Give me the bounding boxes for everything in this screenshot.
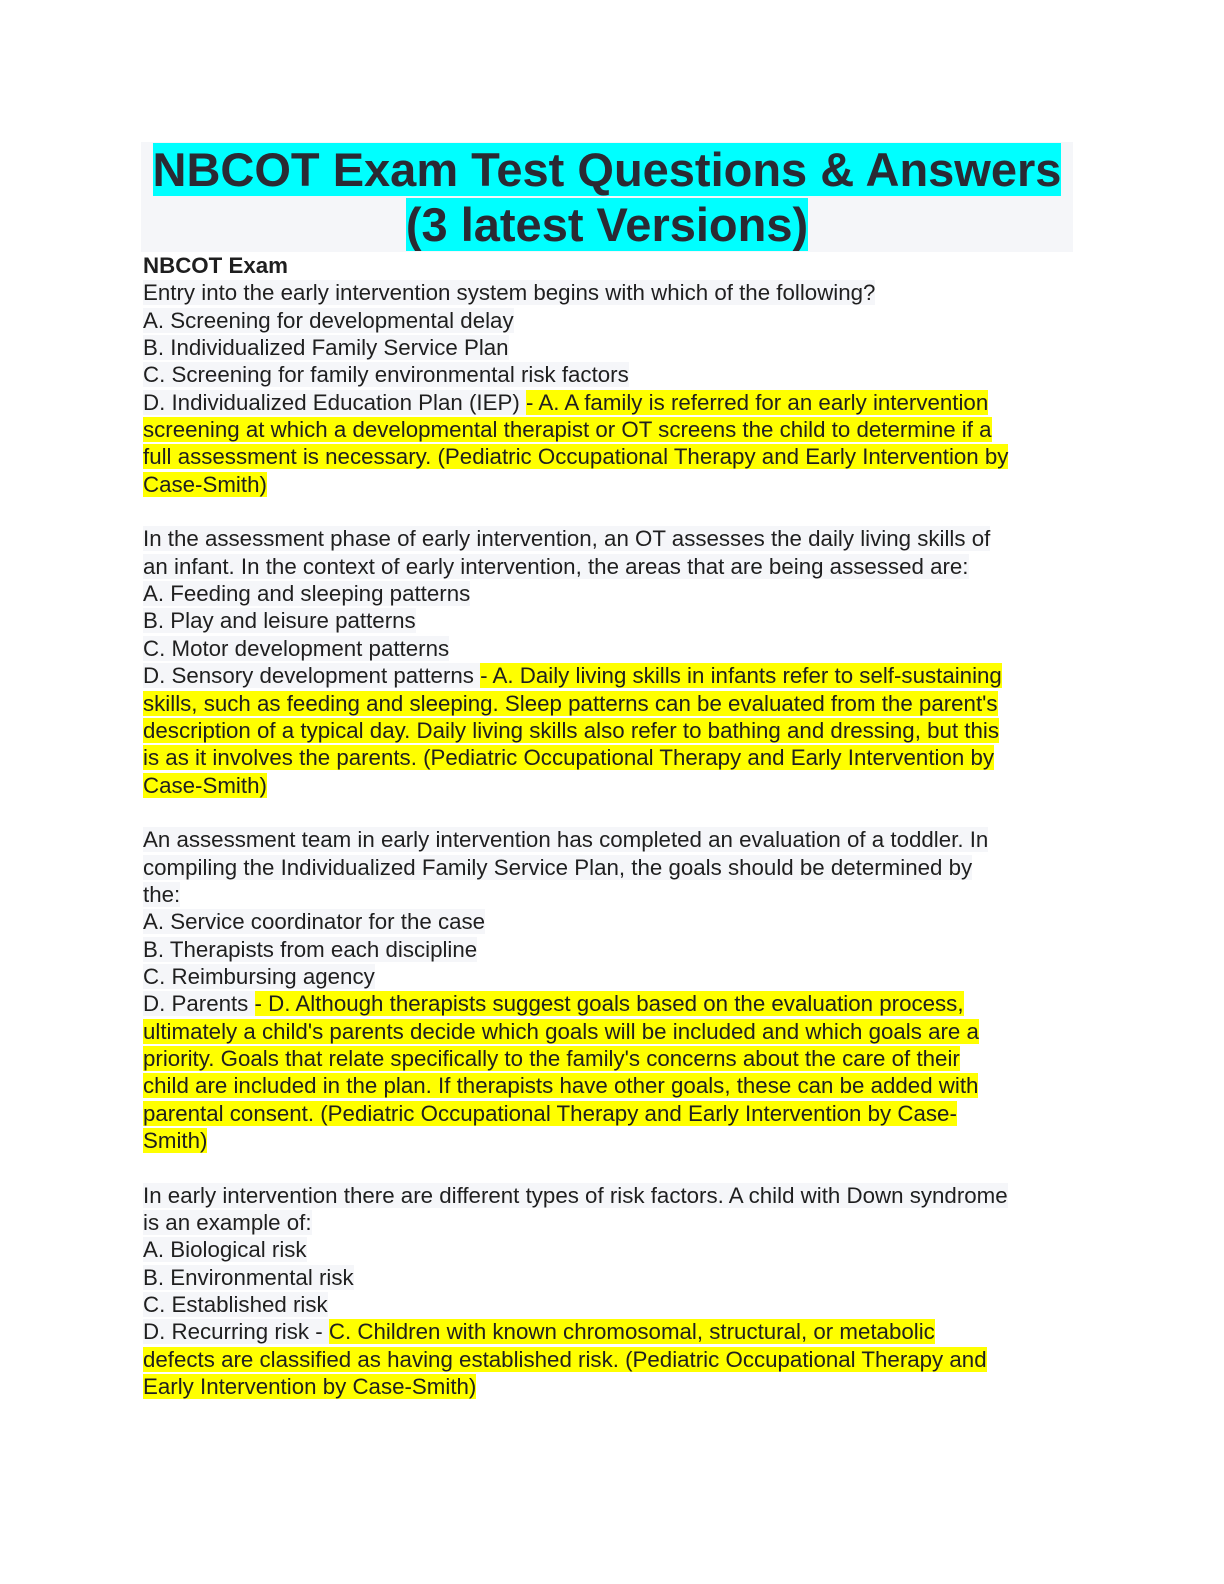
text-line	[143, 908, 1083, 935]
title-line-2: (3 latest Versions)	[405, 198, 809, 251]
highlighted-answer: - D. Although therapists suggest goals based on the evaluation process,	[254, 991, 964, 1017]
text-line	[143, 1373, 1083, 1400]
question-block	[143, 1182, 1083, 1401]
text-line	[143, 717, 1083, 744]
question-text: C. Screening for family environmental risk factors	[143, 362, 629, 388]
question-text: D. Recurring risk -	[143, 1319, 329, 1345]
question-text: A. Biological risk	[143, 1237, 307, 1263]
document-body	[143, 252, 1083, 1400]
question-text: D. Individualized Education Plan (IEP)	[143, 389, 526, 415]
highlighted-answer: Case-Smith)	[143, 772, 267, 798]
question-text: D. Sensory development patterns	[143, 663, 481, 689]
question-text: A. Feeding and sleeping patterns	[143, 581, 471, 607]
highlighted-answer: - A. A family is referred for an early intervention	[525, 389, 989, 415]
title-line-1: NBCOT Exam Test Questions & Answers	[152, 143, 1062, 196]
highlighted-answer: priority. Goals that relate specifically to the family's concerns about the care of their	[143, 1045, 960, 1071]
text-line	[143, 279, 1083, 306]
text-line	[143, 389, 1083, 416]
text-line	[143, 772, 1083, 799]
text-line	[143, 607, 1083, 634]
text-line	[143, 1209, 1083, 1236]
paragraph-gap	[143, 498, 1083, 525]
question-text: In early intervention there are different types of risk factors. A child with Down syndrome	[143, 1182, 1008, 1208]
text-line	[143, 1018, 1083, 1045]
highlighted-answer: Smith)	[143, 1128, 208, 1153]
text-line	[143, 690, 1083, 717]
highlighted-answer: Case-Smith)	[143, 471, 267, 497]
paragraph-gap	[143, 1154, 1083, 1181]
highlighted-answer: Early Intervention by Case-Smith)	[143, 1374, 477, 1400]
document-title	[141, 142, 1073, 252]
question-block	[143, 279, 1083, 498]
question-block	[143, 525, 1083, 798]
text-line	[143, 334, 1083, 361]
highlighted-answer: is as it involves the parents. (Pediatric Occupational Therapy and Early Intervention by	[143, 745, 995, 771]
question-text: B. Therapists from each discipline	[143, 936, 478, 962]
question-block	[143, 826, 1083, 1154]
text-line	[143, 881, 1083, 908]
text-line	[143, 744, 1083, 771]
text-line	[143, 1346, 1083, 1373]
question-text: A. Screening for developmental delay	[143, 307, 514, 333]
question-text: An assessment team in early intervention has completed an evaluation of a toddler. In	[143, 827, 989, 853]
text-line	[143, 580, 1083, 607]
highlighted-answer: ultimately a child's parents decide which goals will be included and which goals are a	[143, 1018, 979, 1044]
question-text: B. Environmental risk	[143, 1264, 354, 1290]
text-line	[143, 1291, 1083, 1318]
text-line	[143, 635, 1083, 662]
question-text: is an example of:	[143, 1210, 312, 1236]
text-line	[143, 1045, 1083, 1072]
question-text: Entry into the early intervention system begins with which of the following?	[143, 280, 876, 306]
text-line	[143, 1264, 1083, 1291]
text-line	[143, 471, 1083, 498]
text-line	[143, 963, 1083, 990]
text-line	[143, 553, 1083, 580]
highlighted-answer: parental consent. (Pediatric Occupational Therapy and Early Intervention by Case-	[143, 1100, 957, 1126]
text-line	[143, 662, 1083, 689]
highlighted-answer: screening at which a developmental therapist or OT screens the child to determine if a	[143, 417, 992, 443]
question-text: B. Play and leisure patterns	[143, 608, 416, 634]
question-text: In the assessment phase of early intervention, an OT assesses the daily living skills of	[143, 526, 991, 552]
text-line	[143, 854, 1083, 881]
highlighted-answer: full assessment is necessary. (Pediatric Occupational Therapy and Early Intervention by	[143, 444, 1009, 470]
text-line	[143, 1072, 1083, 1099]
text-line	[143, 361, 1083, 388]
text-line	[143, 990, 1083, 1017]
highlighted-answer: - A. Daily living skills in infants refer to self-sustaining	[480, 663, 1002, 689]
text-line	[143, 1182, 1083, 1209]
question-text: compiling the Individualized Family Service Plan, the goals should be determined by	[143, 854, 973, 880]
paragraph-gap	[143, 799, 1083, 826]
text-line	[143, 826, 1083, 853]
question-text: D. Parents	[143, 991, 255, 1017]
highlighted-answer: skills, such as feeding and sleeping. Sleep patterns can be evaluated from the parent's	[143, 690, 998, 716]
text-line	[143, 443, 1083, 470]
question-text: C. Established risk	[143, 1292, 328, 1318]
text-line	[143, 1100, 1083, 1127]
question-text: the:	[143, 881, 181, 907]
question-list	[143, 279, 1083, 1400]
text-line	[143, 936, 1083, 963]
text-line	[143, 1236, 1083, 1263]
text-line	[143, 307, 1083, 334]
highlighted-answer: C. Children with known chromosomal, structural, or metabolic	[328, 1319, 935, 1345]
highlighted-answer: child are included in the plan. If therapists have other goals, these can be added with	[143, 1073, 979, 1099]
text-line	[143, 1127, 1083, 1154]
text-line	[143, 416, 1083, 443]
question-text: A. Service coordinator for the case	[143, 909, 486, 935]
question-text: C. Motor development patterns	[143, 635, 450, 661]
text-line	[143, 1318, 1083, 1345]
question-text: an infant. In the context of early intervention, the areas that are being assessed are:	[143, 553, 969, 579]
highlighted-answer: description of a typical day. Daily living skills also refer to bathing and dressing, but this	[143, 717, 999, 743]
question-text: B. Individualized Family Service Plan	[143, 335, 509, 361]
section-heading: NBCOT Exam	[143, 253, 288, 278]
question-text: C. Reimbursing agency	[143, 963, 375, 989]
text-line	[143, 525, 1083, 552]
highlighted-answer: defects are classified as having established risk. (Pediatric Occupational Therapy and	[143, 1346, 987, 1372]
